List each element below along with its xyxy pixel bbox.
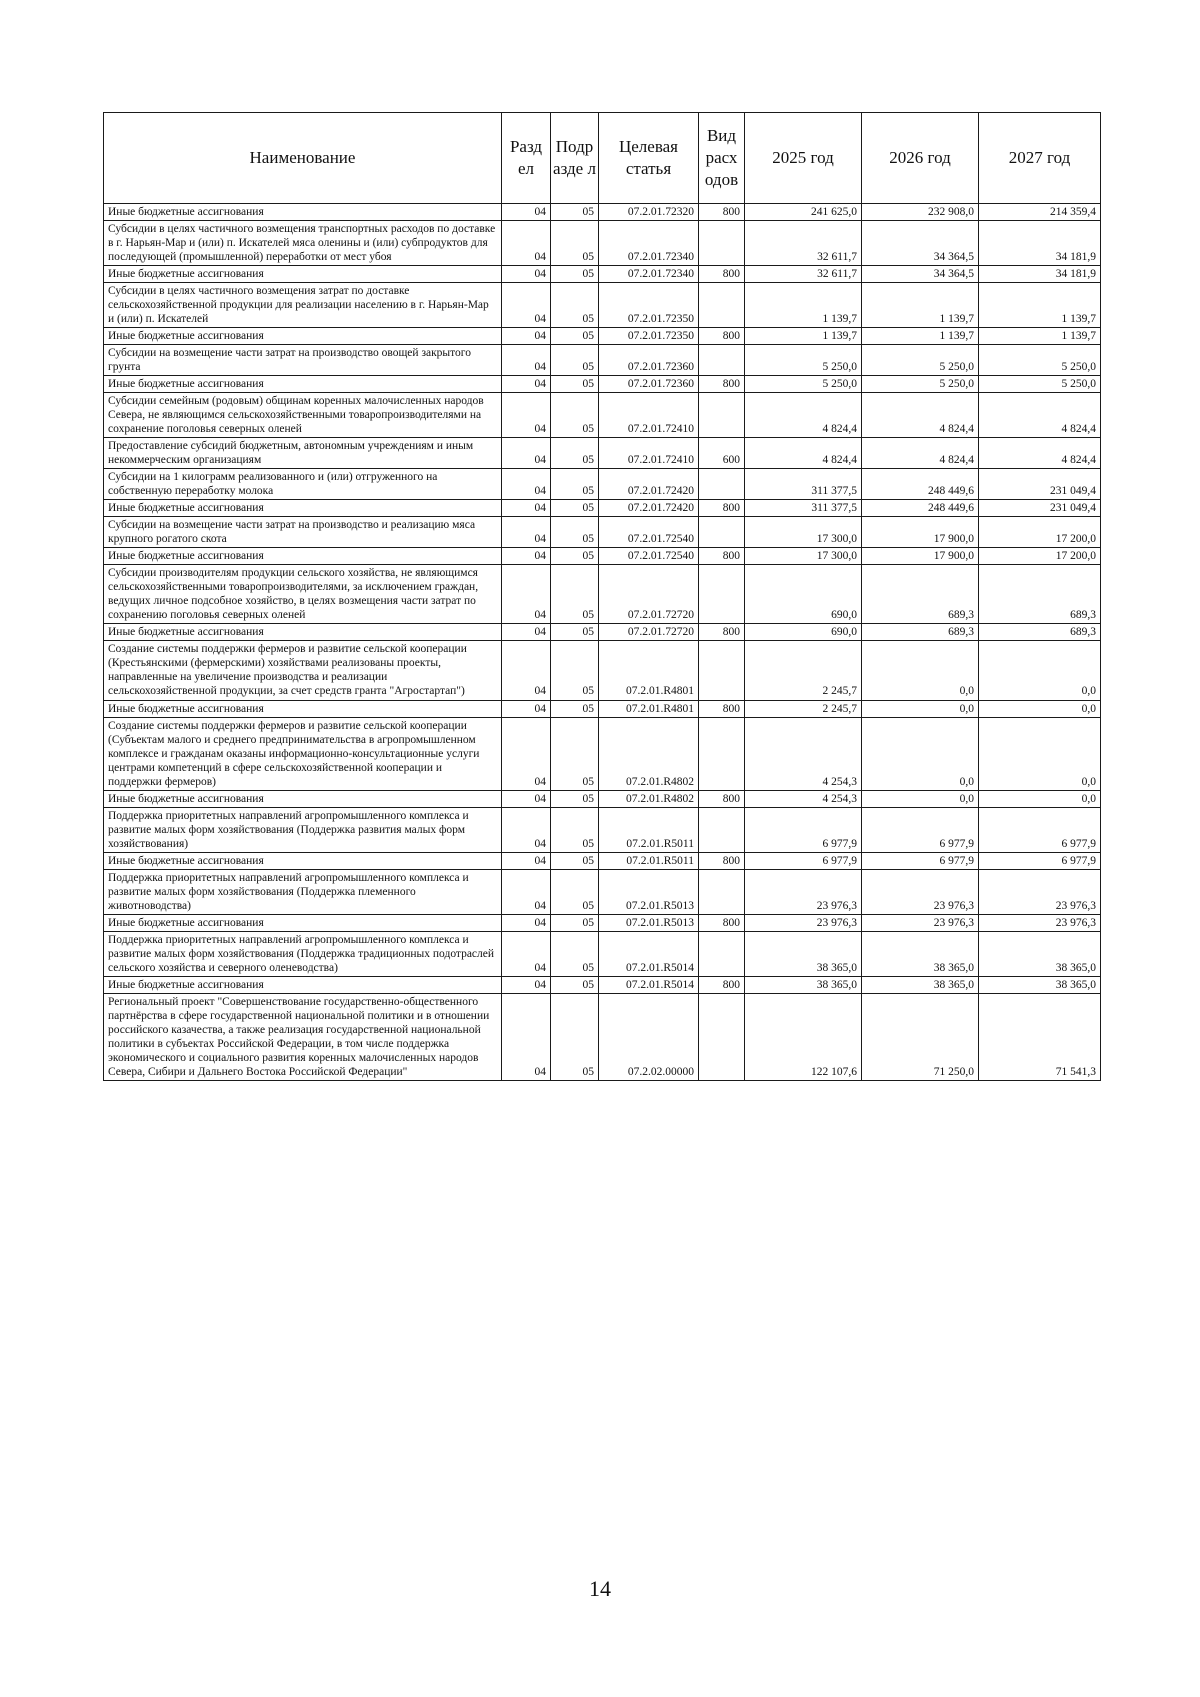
row-name: Поддержка приоритетных направлений агропромышленного комплекса и развитие малых форм хозяйствования (Поддержка традиционных подотраслей сельского хозяйства и северного оленеводства) bbox=[104, 931, 502, 976]
table-row bbox=[104, 700, 1101, 717]
row-section: 04 bbox=[502, 700, 551, 717]
row-subsection: 05 bbox=[551, 624, 599, 641]
row-section: 04 bbox=[502, 717, 551, 790]
row-section: 04 bbox=[502, 376, 551, 393]
row-name: Региональный проект "Совершенствование государственно-общественного партнёрства в сфере государственной национальной политики и в отношении российского казачества, а также реализация государственной национальной политики в субъектах Российской Федерации, в том числе поддержка экономического и социального развития коренных малочисленных народов Севера, Сибири и Дальнего Востока Российской Федерации" bbox=[104, 993, 502, 1080]
table-row bbox=[104, 376, 1101, 393]
row-subsection: 05 bbox=[551, 565, 599, 624]
row-2025: 122 107,6 bbox=[745, 993, 862, 1080]
row-2025: 6 977,9 bbox=[745, 852, 862, 869]
row-section: 04 bbox=[502, 548, 551, 565]
page-number: 14 bbox=[589, 1576, 611, 1601]
row-2026: 34 364,5 bbox=[862, 266, 979, 283]
row-2027: 5 250,0 bbox=[979, 376, 1101, 393]
row-2026: 689,3 bbox=[862, 624, 979, 641]
row-type bbox=[699, 345, 745, 376]
table-row bbox=[104, 517, 1101, 548]
row-target: 07.2.01.72350 bbox=[599, 328, 699, 345]
row-2026: 232 908,0 bbox=[862, 204, 979, 221]
row-type bbox=[699, 517, 745, 548]
row-target: 07.2.01.72420 bbox=[599, 500, 699, 517]
row-type: 800 bbox=[699, 914, 745, 931]
row-section: 04 bbox=[502, 283, 551, 328]
row-subsection: 05 bbox=[551, 376, 599, 393]
row-subsection: 05 bbox=[551, 548, 599, 565]
row-2025: 311 377,5 bbox=[745, 469, 862, 500]
header-2026: 2026 год bbox=[862, 113, 979, 204]
row-2027: 0,0 bbox=[979, 790, 1101, 807]
row-2025: 6 977,9 bbox=[745, 807, 862, 852]
row-section: 04 bbox=[502, 931, 551, 976]
row-subsection: 05 bbox=[551, 328, 599, 345]
row-target: 07.2.01.72720 bbox=[599, 624, 699, 641]
row-2025: 1 139,7 bbox=[745, 328, 862, 345]
row-target: 07.2.01.72340 bbox=[599, 221, 699, 266]
row-2025: 690,0 bbox=[745, 624, 862, 641]
row-2027: 6 977,9 bbox=[979, 852, 1101, 869]
row-2026: 5 250,0 bbox=[862, 376, 979, 393]
row-target: 07.2.01.72350 bbox=[599, 283, 699, 328]
row-section: 04 bbox=[502, 204, 551, 221]
row-name: Поддержка приоритетных направлений агропромышленного комплекса и развитие малых форм хозяйствования (Поддержка развития малых форм хозяйствования) bbox=[104, 807, 502, 852]
row-2027: 23 976,3 bbox=[979, 914, 1101, 931]
table-row bbox=[104, 500, 1101, 517]
row-name: Субсидии в целях частичного возмещения транспортных расходов по доставке в г. Нарьян-Мар и (или) п. Искателей мяса оленины и (или) субпродуктов для последующей (промышленной) переработки от мест убоя bbox=[104, 221, 502, 266]
row-subsection: 05 bbox=[551, 469, 599, 500]
row-name: Иные бюджетные ассигнования bbox=[104, 376, 502, 393]
row-subsection: 05 bbox=[551, 914, 599, 931]
row-name: Субсидии на возмещение части затрат на производство овощей закрытого грунта bbox=[104, 345, 502, 376]
row-section: 04 bbox=[502, 869, 551, 914]
row-section: 04 bbox=[502, 266, 551, 283]
row-type: 800 bbox=[699, 976, 745, 993]
row-2025: 1 139,7 bbox=[745, 283, 862, 328]
table-row bbox=[104, 993, 1101, 1080]
row-type bbox=[699, 993, 745, 1080]
row-2026: 0,0 bbox=[862, 717, 979, 790]
header-type: Вид расх одов bbox=[699, 113, 745, 204]
row-2026: 4 824,4 bbox=[862, 393, 979, 438]
row-type bbox=[699, 283, 745, 328]
table-row bbox=[104, 283, 1101, 328]
row-name: Создание системы поддержки фермеров и развитие сельской кооперации (Субъектам малого и среднего предпринимательства в агропромышленном комплексе и гражданам оказаны информационно-консультационные услуги центрами компетенций в сфере сельскохозяйственной кооперации и поддержки фермеров) bbox=[104, 717, 502, 790]
row-name: Субсидии семейным (родовым) общинам коренных малочисленных народов Севера, не являющимся сельскохозяйственными товаропроизводителями на сохранение поголовья северных оленей bbox=[104, 393, 502, 438]
row-2026: 0,0 bbox=[862, 641, 979, 700]
row-2027: 17 200,0 bbox=[979, 548, 1101, 565]
row-2025: 4 824,4 bbox=[745, 393, 862, 438]
row-type bbox=[699, 565, 745, 624]
row-2026: 6 977,9 bbox=[862, 852, 979, 869]
row-target: 07.2.01.R5013 bbox=[599, 914, 699, 931]
row-type: 800 bbox=[699, 790, 745, 807]
row-2026: 4 824,4 bbox=[862, 438, 979, 469]
row-type bbox=[699, 869, 745, 914]
row-type: 800 bbox=[699, 624, 745, 641]
row-name: Иные бюджетные ассигнования bbox=[104, 328, 502, 345]
row-2027: 0,0 bbox=[979, 641, 1101, 700]
row-2025: 23 976,3 bbox=[745, 914, 862, 931]
row-type bbox=[699, 931, 745, 976]
row-section: 04 bbox=[502, 914, 551, 931]
row-2027: 231 049,4 bbox=[979, 500, 1101, 517]
header-target: Целевая статья bbox=[599, 113, 699, 204]
row-2027: 231 049,4 bbox=[979, 469, 1101, 500]
row-section: 04 bbox=[502, 976, 551, 993]
row-name: Поддержка приоритетных направлений агропромышленного комплекса и развитие малых форм хозяйствования (Поддержка племенного животноводства) bbox=[104, 869, 502, 914]
row-2027: 689,3 bbox=[979, 624, 1101, 641]
row-2027: 1 139,7 bbox=[979, 328, 1101, 345]
row-subsection: 05 bbox=[551, 221, 599, 266]
row-target: 07.2.01.R5013 bbox=[599, 869, 699, 914]
row-target: 07.2.01.72360 bbox=[599, 376, 699, 393]
row-2026: 23 976,3 bbox=[862, 914, 979, 931]
row-2027: 214 359,4 bbox=[979, 204, 1101, 221]
row-2025: 2 245,7 bbox=[745, 641, 862, 700]
table-body bbox=[104, 204, 1101, 1081]
row-type: 800 bbox=[699, 204, 745, 221]
row-name: Иные бюджетные ассигнования bbox=[104, 914, 502, 931]
row-name: Иные бюджетные ассигнования bbox=[104, 852, 502, 869]
row-2025: 38 365,0 bbox=[745, 976, 862, 993]
row-section: 04 bbox=[502, 221, 551, 266]
row-subsection: 05 bbox=[551, 700, 599, 717]
row-subsection: 05 bbox=[551, 345, 599, 376]
row-section: 04 bbox=[502, 345, 551, 376]
row-section: 04 bbox=[502, 852, 551, 869]
row-2027: 4 824,4 bbox=[979, 438, 1101, 469]
row-type: 800 bbox=[699, 500, 745, 517]
row-subsection: 05 bbox=[551, 790, 599, 807]
row-2025: 4 254,3 bbox=[745, 790, 862, 807]
row-2026: 5 250,0 bbox=[862, 345, 979, 376]
row-subsection: 05 bbox=[551, 852, 599, 869]
row-name: Создание системы поддержки фермеров и развитие сельской кооперации (Крестьянскими (фермерскими) хозяйствами реализованы проекты, направленные на увеличение производства и реализации сельскохозяйственной продукции, за счет средств гранта "Агростартап") bbox=[104, 641, 502, 700]
row-name: Субсидии производителям продукции сельского хозяйства, не являющимся сельскохозяйственными товаропроизводителями, за исключением граждан, ведущих личное подсобное хозяйство, в целях возмещения части затрат по сохранению поголовья северных оленей bbox=[104, 565, 502, 624]
row-2026: 17 900,0 bbox=[862, 517, 979, 548]
header-2027: 2027 год bbox=[979, 113, 1101, 204]
row-subsection: 05 bbox=[551, 931, 599, 976]
row-name: Иные бюджетные ассигнования bbox=[104, 500, 502, 517]
row-2025: 38 365,0 bbox=[745, 931, 862, 976]
row-section: 04 bbox=[502, 993, 551, 1080]
table-row bbox=[104, 266, 1101, 283]
row-2027: 6 977,9 bbox=[979, 807, 1101, 852]
row-2026: 0,0 bbox=[862, 790, 979, 807]
row-subsection: 05 bbox=[551, 641, 599, 700]
row-2025: 4 254,3 bbox=[745, 717, 862, 790]
row-2027: 38 365,0 bbox=[979, 976, 1101, 993]
row-type bbox=[699, 393, 745, 438]
row-target: 07.2.01.72410 bbox=[599, 393, 699, 438]
row-2025: 4 824,4 bbox=[745, 438, 862, 469]
row-type bbox=[699, 469, 745, 500]
header-section: Разд ел bbox=[502, 113, 551, 204]
row-name: Иные бюджетные ассигнования bbox=[104, 790, 502, 807]
row-2026: 6 977,9 bbox=[862, 807, 979, 852]
row-subsection: 05 bbox=[551, 438, 599, 469]
row-type bbox=[699, 221, 745, 266]
table-row bbox=[104, 469, 1101, 500]
row-name: Предоставление субсидий бюджетным, автономным учреждениям и иным некоммерческим организациям bbox=[104, 438, 502, 469]
table-row bbox=[104, 641, 1101, 700]
row-2027: 0,0 bbox=[979, 700, 1101, 717]
row-2027: 34 181,9 bbox=[979, 221, 1101, 266]
row-2026: 17 900,0 bbox=[862, 548, 979, 565]
row-section: 04 bbox=[502, 393, 551, 438]
row-2026: 248 449,6 bbox=[862, 500, 979, 517]
row-type: 800 bbox=[699, 376, 745, 393]
row-target: 07.2.02.00000 bbox=[599, 993, 699, 1080]
budget-table bbox=[103, 112, 1101, 1081]
row-name: Иные бюджетные ассигнования bbox=[104, 548, 502, 565]
row-2025: 17 300,0 bbox=[745, 548, 862, 565]
row-type: 800 bbox=[699, 328, 745, 345]
row-target: 07.2.01.R4801 bbox=[599, 700, 699, 717]
row-2026: 1 139,7 bbox=[862, 328, 979, 345]
row-section: 04 bbox=[502, 565, 551, 624]
row-name: Субсидии в целях частичного возмещения затрат по доставке сельскохозяйственной продукции для реализации населению в г. Нарьян-Мар и (или) п. Искателей bbox=[104, 283, 502, 328]
row-2027: 0,0 bbox=[979, 717, 1101, 790]
row-type: 800 bbox=[699, 548, 745, 565]
row-section: 04 bbox=[502, 328, 551, 345]
row-2027: 4 824,4 bbox=[979, 393, 1101, 438]
table-row bbox=[104, 393, 1101, 438]
row-type: 600 bbox=[699, 438, 745, 469]
row-section: 04 bbox=[502, 790, 551, 807]
table-row bbox=[104, 345, 1101, 376]
row-2026: 71 250,0 bbox=[862, 993, 979, 1080]
row-type bbox=[699, 807, 745, 852]
row-subsection: 05 bbox=[551, 976, 599, 993]
row-target: 07.2.01.R5014 bbox=[599, 931, 699, 976]
row-type: 800 bbox=[699, 266, 745, 283]
row-type: 800 bbox=[699, 700, 745, 717]
table-row bbox=[104, 438, 1101, 469]
row-2026: 38 365,0 bbox=[862, 931, 979, 976]
row-name: Иные бюджетные ассигнования bbox=[104, 700, 502, 717]
row-2025: 5 250,0 bbox=[745, 345, 862, 376]
row-section: 04 bbox=[502, 517, 551, 548]
row-target: 07.2.01.R5011 bbox=[599, 807, 699, 852]
row-2025: 5 250,0 bbox=[745, 376, 862, 393]
row-target: 07.2.01.72540 bbox=[599, 517, 699, 548]
row-subsection: 05 bbox=[551, 393, 599, 438]
row-subsection: 05 bbox=[551, 993, 599, 1080]
table-row bbox=[104, 869, 1101, 914]
row-2027: 38 365,0 bbox=[979, 931, 1101, 976]
row-target: 07.2.01.R5011 bbox=[599, 852, 699, 869]
row-2025: 23 976,3 bbox=[745, 869, 862, 914]
header-name: Наименование bbox=[104, 113, 502, 204]
table-row bbox=[104, 221, 1101, 266]
table-row bbox=[104, 624, 1101, 641]
header-subsection: Подр азде л bbox=[551, 113, 599, 204]
row-subsection: 05 bbox=[551, 204, 599, 221]
row-2026: 38 365,0 bbox=[862, 976, 979, 993]
row-2027: 23 976,3 bbox=[979, 869, 1101, 914]
row-subsection: 05 bbox=[551, 266, 599, 283]
row-target: 07.2.01.72410 bbox=[599, 438, 699, 469]
row-2025: 2 245,7 bbox=[745, 700, 862, 717]
row-2027: 34 181,9 bbox=[979, 266, 1101, 283]
table-row bbox=[104, 548, 1101, 565]
row-2026: 34 364,5 bbox=[862, 221, 979, 266]
table-row bbox=[104, 852, 1101, 869]
row-2026: 1 139,7 bbox=[862, 283, 979, 328]
table-row bbox=[104, 790, 1101, 807]
row-section: 04 bbox=[502, 500, 551, 517]
table-row bbox=[104, 204, 1101, 221]
row-2027: 1 139,7 bbox=[979, 283, 1101, 328]
row-2025: 241 625,0 bbox=[745, 204, 862, 221]
row-type: 800 bbox=[699, 852, 745, 869]
row-2025: 311 377,5 bbox=[745, 500, 862, 517]
table-row bbox=[104, 328, 1101, 345]
row-target: 07.2.01.72320 bbox=[599, 204, 699, 221]
row-type bbox=[699, 717, 745, 790]
row-target: 07.2.01.72340 bbox=[599, 266, 699, 283]
row-name: Иные бюджетные ассигнования bbox=[104, 266, 502, 283]
row-2026: 23 976,3 bbox=[862, 869, 979, 914]
row-type bbox=[699, 641, 745, 700]
header-2025: 2025 год bbox=[745, 113, 862, 204]
table-row bbox=[104, 565, 1101, 624]
row-section: 04 bbox=[502, 807, 551, 852]
row-name: Иные бюджетные ассигнования bbox=[104, 204, 502, 221]
row-target: 07.2.01.R4801 bbox=[599, 641, 699, 700]
table-row bbox=[104, 717, 1101, 790]
row-target: 07.2.01.R5014 bbox=[599, 976, 699, 993]
row-section: 04 bbox=[502, 641, 551, 700]
row-section: 04 bbox=[502, 438, 551, 469]
row-subsection: 05 bbox=[551, 283, 599, 328]
row-subsection: 05 bbox=[551, 807, 599, 852]
row-subsection: 05 bbox=[551, 717, 599, 790]
row-2026: 0,0 bbox=[862, 700, 979, 717]
row-2026: 689,3 bbox=[862, 565, 979, 624]
row-section: 04 bbox=[502, 624, 551, 641]
row-target: 07.2.01.R4802 bbox=[599, 790, 699, 807]
table-row bbox=[104, 931, 1101, 976]
row-name: Субсидии на 1 килограмм реализованного и (или) отгруженного на собственную переработку молока bbox=[104, 469, 502, 500]
row-target: 07.2.01.72420 bbox=[599, 469, 699, 500]
table-header-row bbox=[104, 113, 1101, 204]
row-2027: 5 250,0 bbox=[979, 345, 1101, 376]
row-target: 07.2.01.72720 bbox=[599, 565, 699, 624]
row-subsection: 05 bbox=[551, 517, 599, 548]
row-2025: 690,0 bbox=[745, 565, 862, 624]
row-subsection: 05 bbox=[551, 500, 599, 517]
row-name: Иные бюджетные ассигнования bbox=[104, 976, 502, 993]
row-2027: 689,3 bbox=[979, 565, 1101, 624]
row-2027: 71 541,3 bbox=[979, 993, 1101, 1080]
table-row bbox=[104, 914, 1101, 931]
table-row bbox=[104, 976, 1101, 993]
row-2026: 248 449,6 bbox=[862, 469, 979, 500]
row-target: 07.2.01.72360 bbox=[599, 345, 699, 376]
row-2025: 32 611,7 bbox=[745, 266, 862, 283]
row-section: 04 bbox=[502, 469, 551, 500]
row-2025: 17 300,0 bbox=[745, 517, 862, 548]
row-2027: 17 200,0 bbox=[979, 517, 1101, 548]
row-subsection: 05 bbox=[551, 869, 599, 914]
row-target: 07.2.01.R4802 bbox=[599, 717, 699, 790]
row-name: Иные бюджетные ассигнования bbox=[104, 624, 502, 641]
row-name: Субсидии на возмещение части затрат на производство и реализацию мяса крупного рогатого скота bbox=[104, 517, 502, 548]
table-row bbox=[104, 807, 1101, 852]
row-target: 07.2.01.72540 bbox=[599, 548, 699, 565]
row-2025: 32 611,7 bbox=[745, 221, 862, 266]
